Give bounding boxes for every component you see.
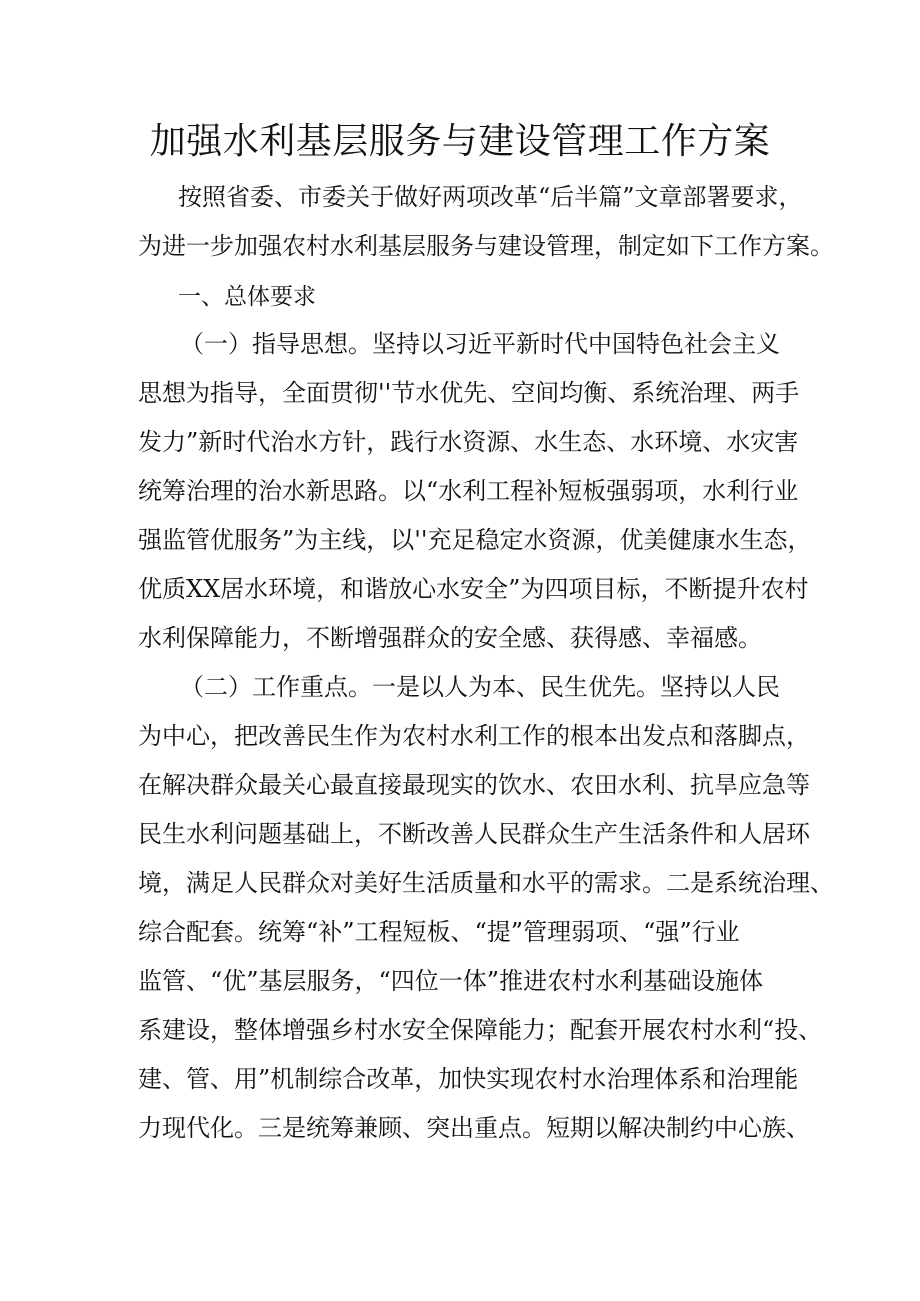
paragraph-line: 力现代化。三是统筹兼顾、突出重点。短期以解决制约中心族、: [138, 1114, 810, 1142]
paragraph-line: 建、管、用”机制综合改革，加快实现农村水治理体系和治理能: [138, 1065, 799, 1093]
intro-line-1: 按照省委、市委关于做好两项改革“后半篇”文章部署要求，: [178, 183, 803, 211]
paragraph-line: 为中心，把改善民生作为农村水利工作的根本出发点和落脚点，: [138, 722, 810, 750]
paragraph-line: 思想为指导，全面贯彻''节水优先、空间均衡、系统治理、两手: [138, 379, 800, 407]
section-heading: 一、总体要求: [178, 284, 316, 310]
paragraph-line: （一）指导思想。坚持以习近平新时代中国特色社会主义: [180, 330, 780, 358]
paragraph-line: 优质XX居水环境，和谐放心水安全”为四项目标，不断提升农村: [138, 575, 809, 603]
intro-line-2: 为进一步加强农村水利基层服务与建设管理，制定如下工作方案。: [138, 232, 834, 260]
paragraph-line: 系建设，整体增强乡村水安全保障能力；配套开展农村水利“投、: [138, 1016, 823, 1044]
paragraph-line: 民生水利问题基础上，不断改善人民群众生产生活条件和人居环: [138, 820, 810, 848]
paragraph-line: 统筹治理的治水新思路。以“水利工程补短板强弱项，水利行业: [138, 477, 799, 505]
paragraph-line: 在解决群众最关心最直接最现实的饮水、农田水利、抗旱应急等: [138, 771, 810, 799]
document-title: 加强水利基层服务与建设管理工作方案: [149, 121, 771, 162]
paragraph-line: 强监管优服务”为主线，以''充足稳定水资源，优美健康水生态，: [138, 526, 812, 554]
paragraph-line: 综合配套。统筹“补”工程短板、“提”管理弱项、“强”行业: [138, 918, 740, 946]
paragraph-line: 境，满足人民群众对美好生活质量和水平的需求。二是系统治理、: [138, 869, 834, 897]
paragraph-line: （二）工作重点。一是以人为本、民生优先。坚持以人民: [180, 673, 780, 701]
paragraph-line: 水利保障能力，不断增强群众的安全感、获得感、幸福感。: [138, 624, 762, 652]
paragraph-line: 发力”新时代治水方针，践行水资源、水生态、水环境、水灾害: [138, 428, 799, 456]
paragraph-line: 监管、“优”基层服务，“四位一体”推进农村水利基础设施体: [138, 967, 764, 995]
